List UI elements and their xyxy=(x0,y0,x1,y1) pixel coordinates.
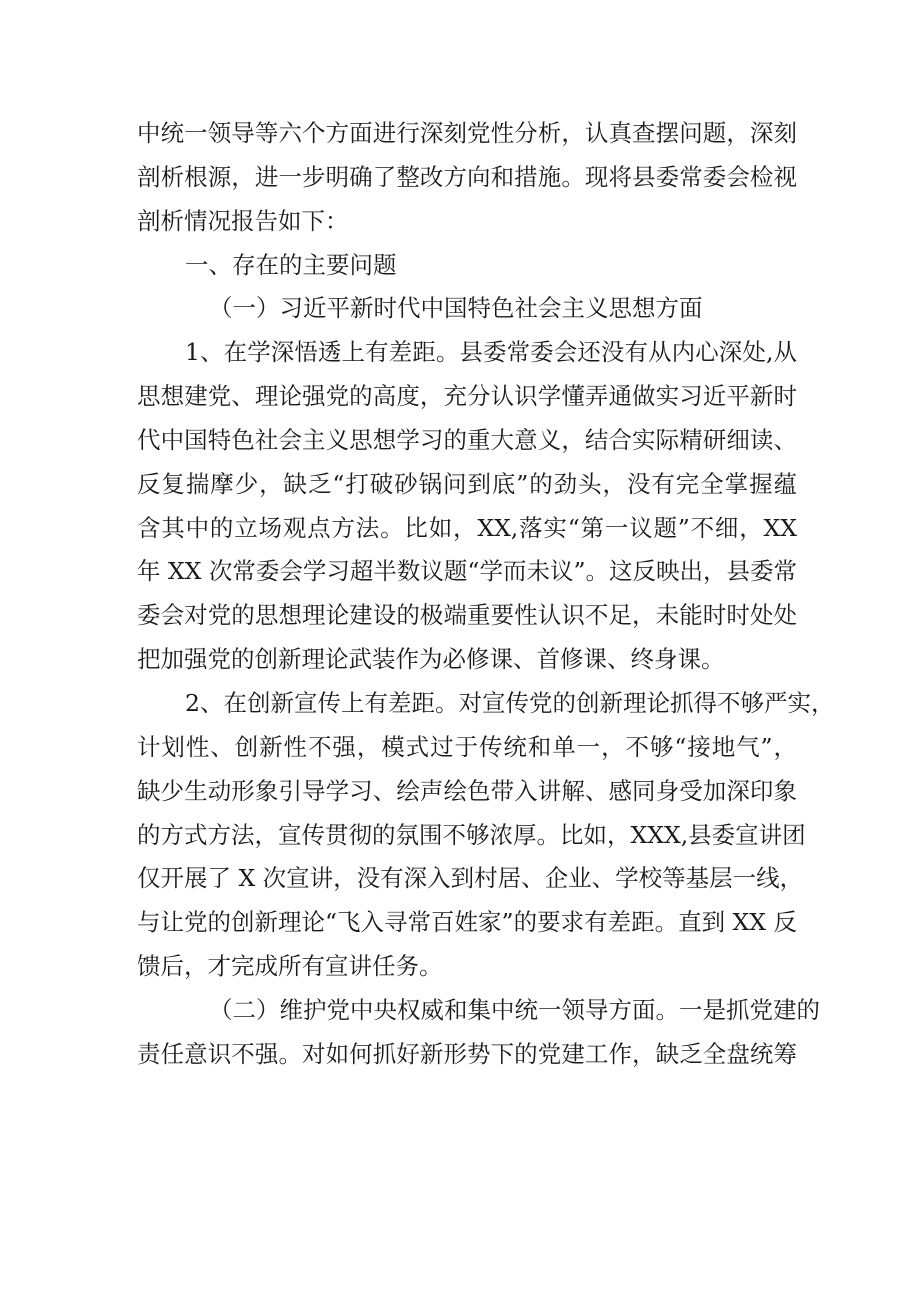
text-line: 剖析根源，进一步明确了整改方向和措施。现将县委常委会检视 xyxy=(137,162,797,191)
paragraph-line: 2、在创新宣传上有差距。对宣传党的创新理论抓得不够严实， xyxy=(185,688,835,717)
paragraph-line: 把加强党的创新理论武装作为必修课、首修课、终身课。 xyxy=(137,645,725,674)
paragraph-line: 缺少生动形象引导学习、绘声绘色带入讲解、感同身受加深印象 xyxy=(137,776,797,805)
document-body xyxy=(137,112,835,1077)
paragraph-line: 责任意识不强。对如何抓好新形势下的党建工作，缺乏全盘统筹 xyxy=(137,1039,797,1068)
text-line: 中统一领导等六个方面进行深刻党性分析，认真查摆问题，深刻 xyxy=(137,119,797,147)
section-heading: 一、存在的主要问题 xyxy=(185,250,397,279)
paragraph-line: 计划性、创新性不强，模式过于传统和单一，不够“接地气”， xyxy=(137,732,797,761)
paragraph-line: 反复揣摩少，缺乏“打破砂锅问到底”的劲头，没有完全掌握蕴 xyxy=(137,469,797,498)
paragraph-line: （二）维护党中央权威和集中统一领导方面。一是抓党建的 xyxy=(209,995,820,1024)
paragraph-line: 思想建党、理论强党的高度，充分认识学懂弄通做实习近平新时 xyxy=(137,382,797,411)
paragraph-line: 委会对党的思想理论建设的极端重要性认识不足，未能时时处处 xyxy=(137,601,797,630)
paragraph-line: 的方式方法，宣传贯彻的氛围不够浓厚。比如，XXX,县委宣讲团 xyxy=(137,820,806,849)
paragraph-line: 代中国特色社会主义思想学习的重大意义，结合实际精研细读、 xyxy=(137,425,797,454)
subsection-heading: （一）习近平新时代中国特色社会主义思想方面 xyxy=(209,294,703,323)
paragraph-line: 含其中的立场观点方法。比如，XX,落实“第一议题”不细，XX xyxy=(137,513,797,542)
paragraph-line: 仅开展了 X 次宣讲，没有深入到村居、企业、学校等基层一线， xyxy=(137,864,804,893)
paragraph-line: 1、在学深悟透上有差距。县委常委会还没有从内心深处,从 xyxy=(185,338,797,367)
paragraph-line: 馈后，才完成所有宣讲任务。 xyxy=(137,952,443,981)
paragraph-line: 年 XX 次常委会学习超半数议题“学而未议”。这反映出，县委常 xyxy=(137,557,797,586)
text-line: 剖析情况报告如下： xyxy=(137,206,349,235)
paragraph-line: 与让党的创新理论“飞入寻常百姓家”的要求有差距。直到 XX 反 xyxy=(137,908,797,937)
